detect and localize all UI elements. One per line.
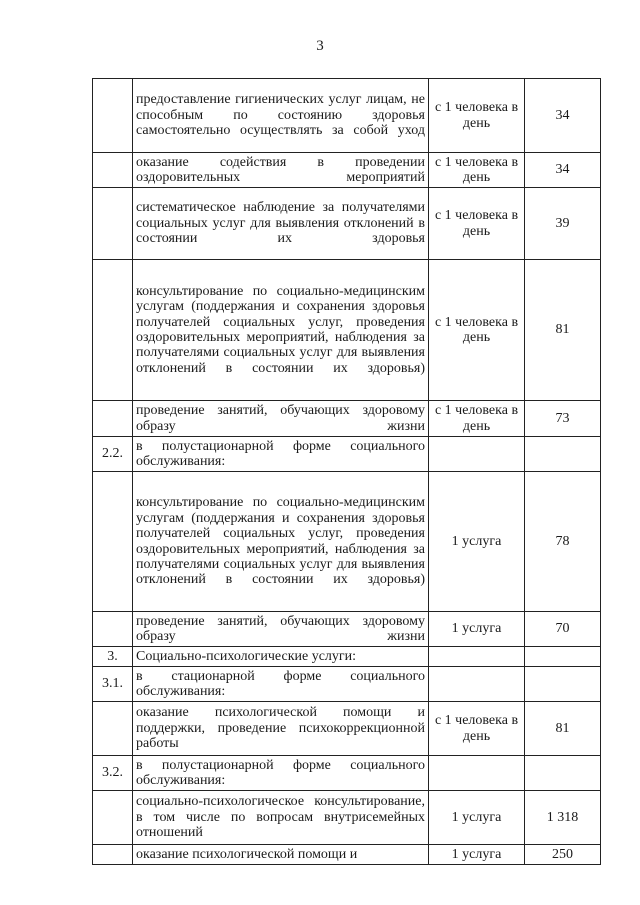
table-row <box>93 472 601 612</box>
unit-of-measure: 1 услуга <box>429 845 525 865</box>
tariff-value <box>525 437 601 472</box>
tariff-value: 78 <box>525 472 601 612</box>
row-number <box>93 702 133 756</box>
unit-of-measure <box>429 756 525 791</box>
tariff-value: 73 <box>525 401 601 437</box>
table-row <box>93 79 601 153</box>
section-row <box>93 437 601 472</box>
service-description: оказание содействия в проведении оздоровительных мероприятий <box>133 153 429 188</box>
unit-of-measure: с 1 человека в день <box>429 153 525 188</box>
service-description: оказание психологической помощи и поддержки, проведение психокоррекционной работы <box>133 702 429 756</box>
unit-of-measure: 1 услуга <box>429 612 525 647</box>
row-number <box>93 401 133 437</box>
unit-of-measure: с 1 человека в день <box>429 260 525 401</box>
tariff-value: 1 318 <box>525 791 601 845</box>
unit-of-measure: 1 услуга <box>429 472 525 612</box>
table-row <box>93 612 601 647</box>
unit-of-measure: с 1 человека в день <box>429 79 525 153</box>
table-row <box>93 702 601 756</box>
section-title: в стационарной форме социального обслуживания: <box>133 667 429 702</box>
unit-of-measure <box>429 647 525 667</box>
service-description: предоставление гигиенических услуг лицам, не способным по состоянию здоровья самостоятельно осуществлять за собой уход <box>133 79 429 153</box>
tariff-value: 34 <box>525 153 601 188</box>
section-number: 3.1. <box>93 667 133 702</box>
tariff-value: 81 <box>525 702 601 756</box>
table-row <box>93 188 601 260</box>
unit-of-measure: 1 услуга <box>429 791 525 845</box>
service-description: систематическое наблюдение за получателями социальных услуг для выявления отклонений в состоянии их здоровья <box>133 188 429 260</box>
section-title: Социально-психологические услуги: <box>133 647 429 667</box>
row-number <box>93 260 133 401</box>
row-number <box>93 612 133 647</box>
tariff-value <box>525 756 601 791</box>
unit-of-measure: с 1 человека в день <box>429 702 525 756</box>
row-number <box>93 472 133 612</box>
service-description: консультирование по социально-медицинским услугам (поддержания и сохранения здоровья получателей социальных услуг, проведения оздоровительных мероприятий, наблюдения за получателями социальных услуг для выявления отклонений в состоянии их здоровья) <box>133 260 429 401</box>
row-number <box>93 79 133 153</box>
tariff-value: 34 <box>525 79 601 153</box>
row-number <box>93 845 133 865</box>
unit-of-measure <box>429 667 525 702</box>
service-description: оказание психологической помощи и <box>133 845 429 865</box>
row-number <box>93 153 133 188</box>
section-number: 3. <box>93 647 133 667</box>
table-row <box>93 401 601 437</box>
service-description: проведение занятий, обучающих здоровому образу жизни <box>133 401 429 437</box>
table-row <box>93 260 601 401</box>
tariff-value: 81 <box>525 260 601 401</box>
table-row <box>93 153 601 188</box>
table-row <box>93 845 601 865</box>
service-description: консультирование по социально-медицинским услугам (поддержания и сохранения здоровья получателей социальных услуг, проведения оздоровительных мероприятий, наблюдения за получателями социальных услуг для выявления отклонений в состоянии их здоровья) <box>133 472 429 612</box>
section-row <box>93 647 601 667</box>
tariff-table <box>92 78 601 865</box>
section-row <box>93 667 601 702</box>
unit-of-measure: с 1 человека в день <box>429 401 525 437</box>
table-row <box>93 791 601 845</box>
section-title: в полустационарной форме социального обслуживания: <box>133 756 429 791</box>
section-row <box>93 756 601 791</box>
service-description: проведение занятий, обучающих здоровому образу жизни <box>133 612 429 647</box>
page-number: 3 <box>316 38 324 54</box>
tariff-value <box>525 667 601 702</box>
section-number: 3.2. <box>93 756 133 791</box>
tariff-value: 39 <box>525 188 601 260</box>
tariff-value: 250 <box>525 845 601 865</box>
service-description: социально-психологическое консультирование, в том числе по вопросам внутрисемейных отношений <box>133 791 429 845</box>
section-number: 2.2. <box>93 437 133 472</box>
tariff-value: 70 <box>525 612 601 647</box>
row-number <box>93 791 133 845</box>
row-number <box>93 188 133 260</box>
section-title: в полустационарной форме социального обслуживания: <box>133 437 429 472</box>
tariff-value <box>525 647 601 667</box>
unit-of-measure <box>429 437 525 472</box>
unit-of-measure: с 1 человека в день <box>429 188 525 260</box>
